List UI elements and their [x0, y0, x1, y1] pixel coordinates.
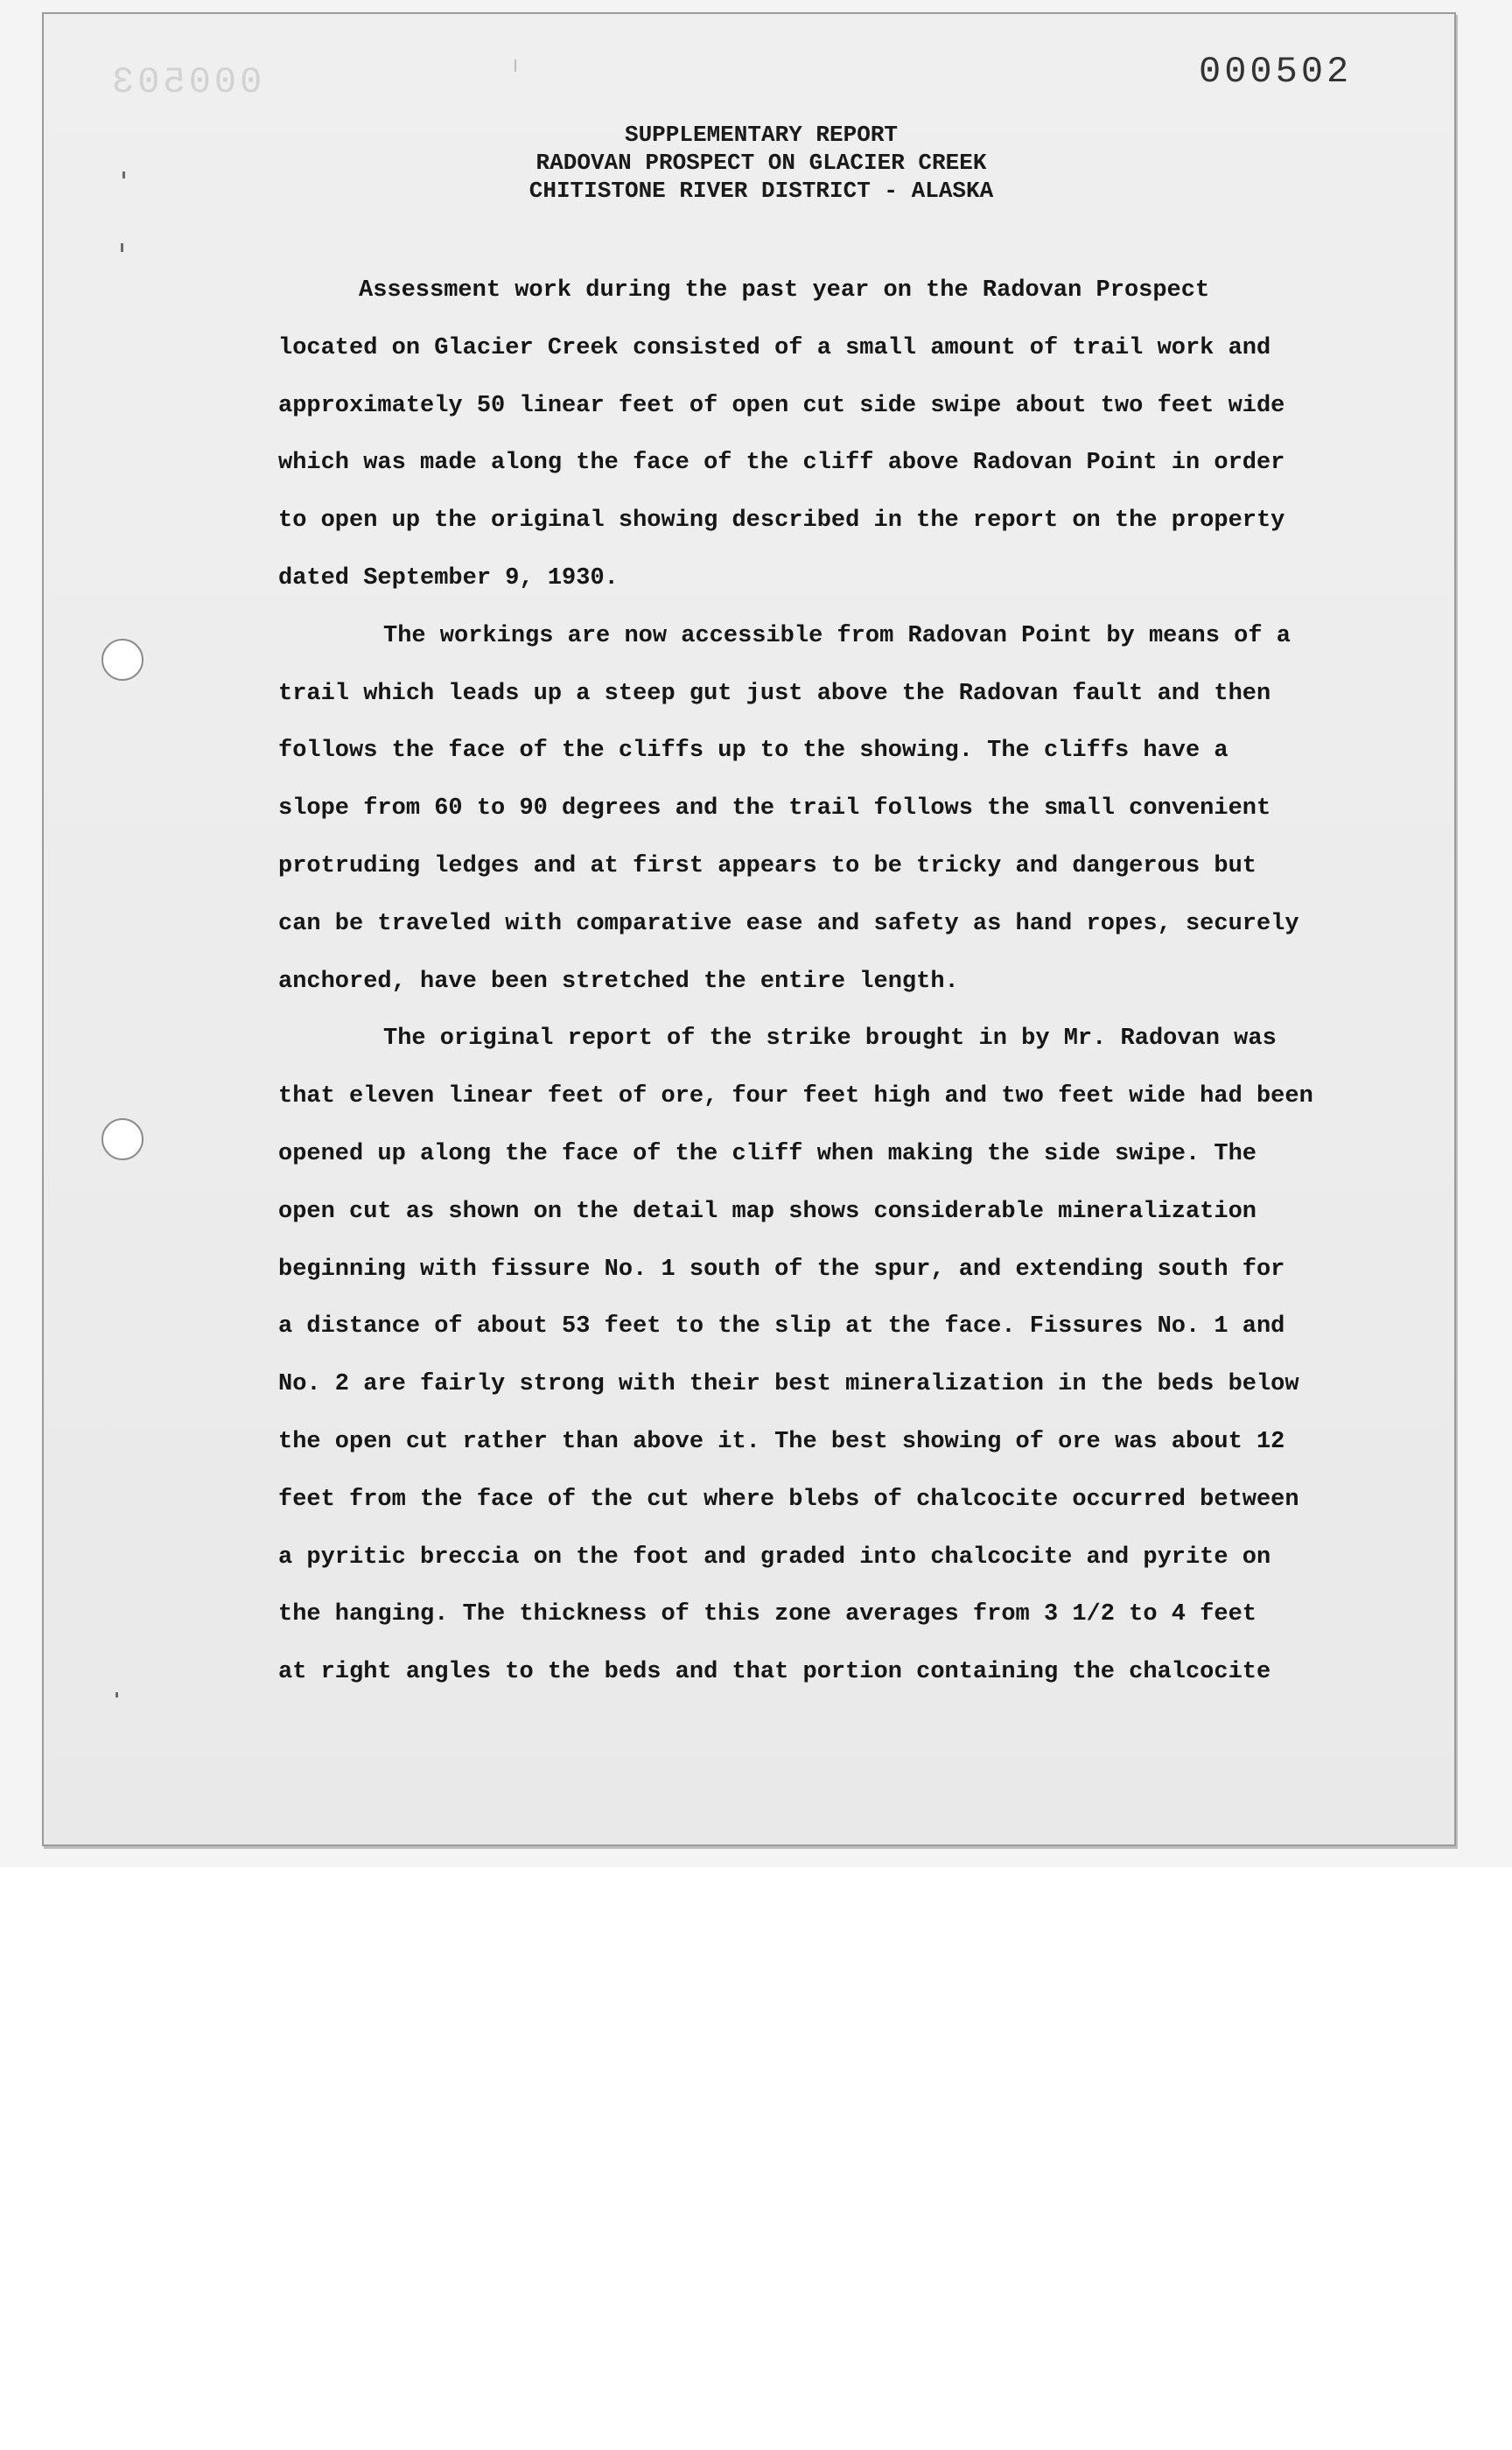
text-line: trail which leads up a steep gut just above the Radovan fault and then [278, 680, 1271, 707]
text-line: opened up along the face of the cliff when making the side swipe. The [278, 1140, 1256, 1167]
text-line: follows the face of the cliffs up to the showing. The cliffs have a [278, 738, 1228, 765]
text-line: can be traveled with comparative ease and safety as hand ropes, securely [278, 910, 1299, 937]
page-number: 000502 [1199, 51, 1353, 93]
paragraph-1 [278, 262, 1354, 608]
text-line: open cut as shown on the detail map shows considerable mineralization [278, 1198, 1256, 1225]
speck-mark [122, 172, 125, 178]
speck-mark [116, 1692, 118, 1698]
text-line: The workings are now accessible from Radovan Point by means of a [383, 622, 1291, 649]
text-line: the open cut rather than above it. The best showing of ore was about 12 [278, 1428, 1285, 1455]
text-line: feet from the face of the cut where blebs of chalcocite occurred between [278, 1486, 1299, 1513]
text-line: a distance of about 53 feet to the slip at the face. Fissures No. 1 and [278, 1313, 1285, 1340]
text-line: the hanging. The thickness of this zone averages from 3 1/2 to 4 feet [278, 1601, 1256, 1628]
bleed-through-page-number: 000503 [108, 61, 262, 103]
text-line: that eleven linear feet of ore, four feet high and two feet wide had been [278, 1083, 1313, 1110]
text-line: a pyritic breccia on the foot and graded into chalcocite and pyrite on [278, 1544, 1271, 1571]
text-line: approximately 50 linear feet of open cut side swipe about two feet wide [278, 392, 1285, 419]
heading-line-1: SUPPLEMENTARY REPORT [624, 122, 899, 148]
heading-line-2: RADOVAN PROSPECT ON GLACIER CREEK [536, 150, 987, 176]
text-line: to open up the original showing described in the report on the property [278, 508, 1285, 535]
text-line: located on Glacier Creek consisted of a small amount of trail work and [278, 334, 1271, 361]
text-line: at right angles to the beds and that portion containing the chalcocite [278, 1659, 1271, 1686]
text-line: beginning with fissure No. 1 south of the spur, and extending south for [278, 1256, 1285, 1283]
text-line: Assessment work during the past year on the Radovan Prospect [359, 277, 1210, 304]
text-line: which was made along the face of the cliff above Radovan Point in order [278, 450, 1285, 477]
punch-hole-bottom [102, 1118, 144, 1160]
text-line: No. 2 are fairly strong with their best mineralization in the beds below [278, 1371, 1299, 1398]
text-line: protruding ledges and at first appears to be tricky and dangerous but [278, 852, 1256, 879]
text-line: The original report of the strike brought in by Mr. Radovan was [383, 1026, 1277, 1053]
paragraph-3 [278, 1011, 1354, 1702]
text-line: slope from 60 to 90 degrees and the trail follows the small convenient [278, 795, 1271, 822]
speck-mark [121, 243, 123, 252]
paragraph-2 [278, 608, 1354, 1012]
text-line: anchored, have been stretched the entire length. [278, 968, 959, 995]
text-line: dated September 9, 1930. [278, 564, 619, 592]
heading-line-3: CHITISTONE RIVER DISTRICT - ALASKA [528, 178, 994, 204]
punch-hole-top [102, 639, 144, 681]
speck-mark [514, 60, 516, 72]
report-body [278, 262, 1354, 1702]
report-heading [280, 121, 1242, 205]
